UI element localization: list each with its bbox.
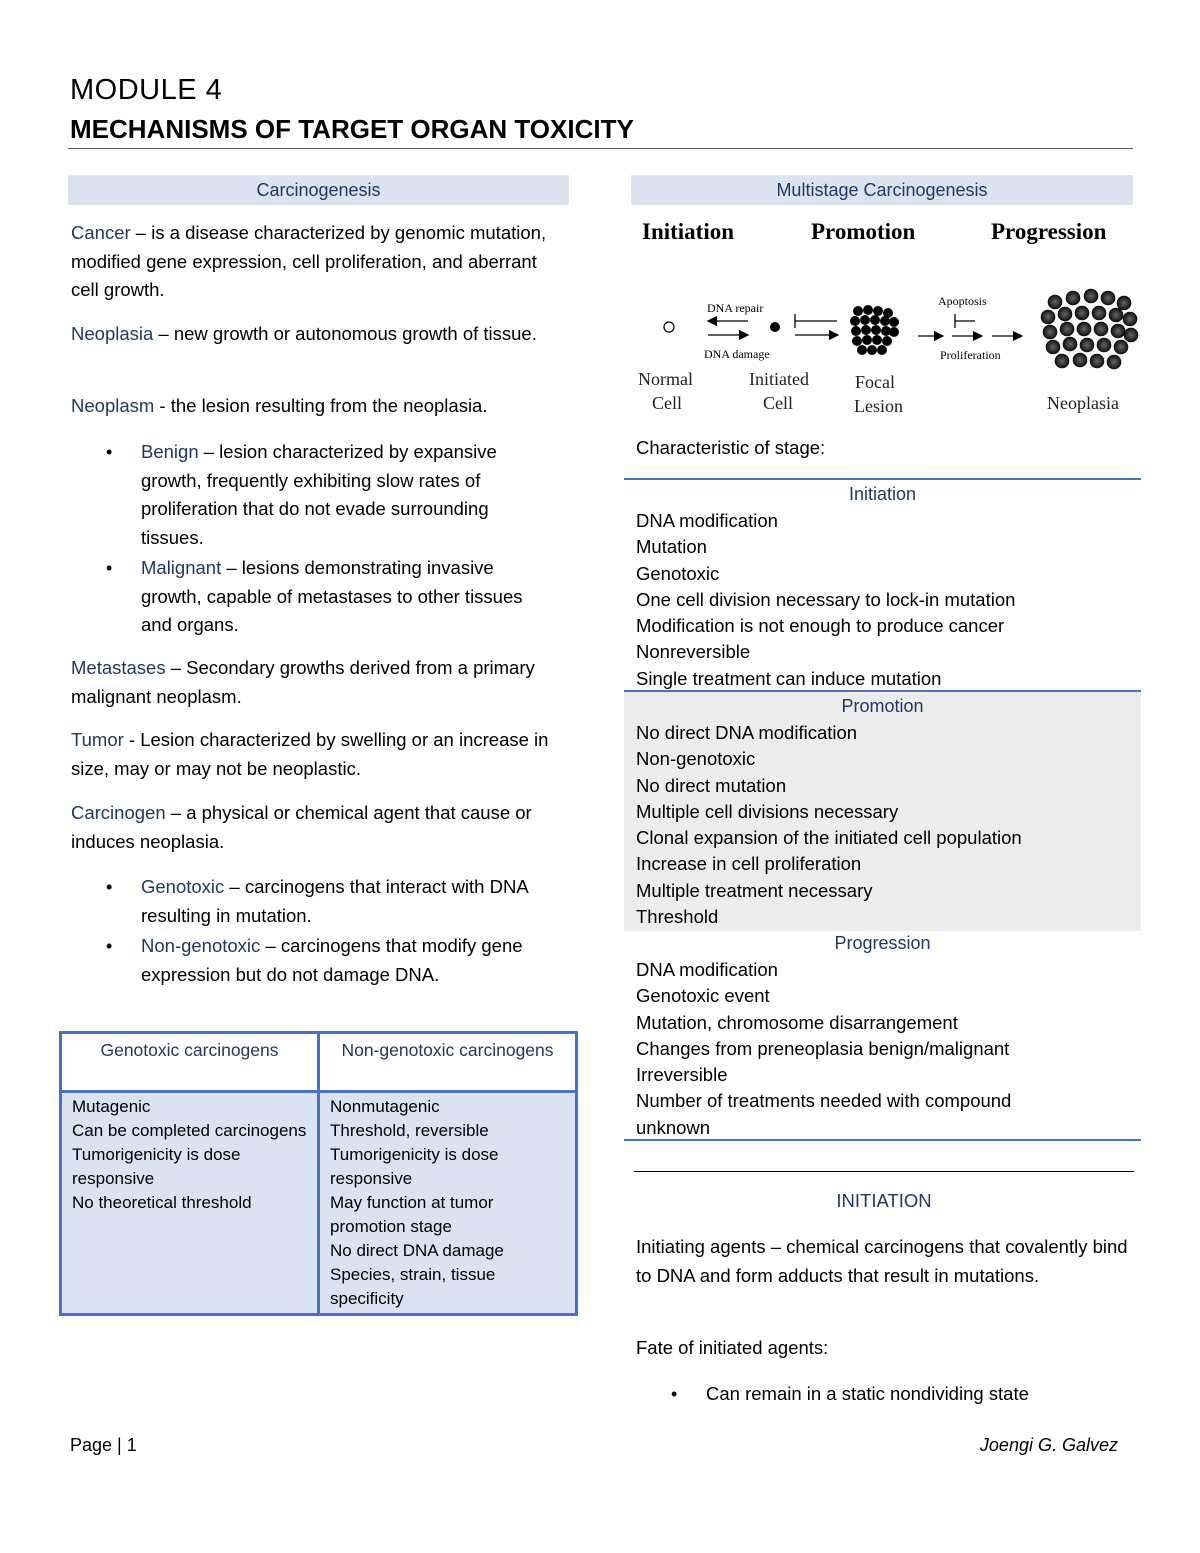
- dna-damage-label: DNA damage: [704, 347, 770, 361]
- list-item: Single treatment can induce mutation: [636, 667, 942, 689]
- proliferation-label: Proliferation: [940, 348, 1001, 362]
- list-item: Mutation: [636, 536, 707, 558]
- list-item: Multiple treatment necessary: [636, 879, 873, 901]
- def-benign: – lesion characterized by expansive growth, frequently exhibiting slow rates of proliferation that do not evade surrounding tissues.: [141, 441, 497, 548]
- def-genotoxic: – carcinogens that interact with DNA resulting in mutation.: [141, 876, 528, 926]
- table-item: Can be completed carcinogens: [72, 1121, 307, 1140]
- term-cancer: Cancer: [71, 222, 131, 243]
- tumor-definition: [71, 726, 551, 783]
- normal-cell-icon: [664, 322, 674, 332]
- neoplasm-types-list: [71, 438, 546, 640]
- table-item: Mutagenic: [72, 1097, 151, 1116]
- list-item: Genotoxic: [636, 562, 720, 584]
- page-title: MECHANISMS OF TARGET ORGAN TOXICITY: [70, 114, 634, 144]
- list-item: DNA modification: [636, 959, 778, 980]
- table-item: No direct DNA damage: [330, 1241, 504, 1260]
- initiation-title: Initiation: [848, 484, 917, 504]
- initiating-agents-definition: [636, 1233, 1134, 1290]
- def-tumor: - Lesion characterized by swelling or an increase in size, may or may not be neoplastic.: [71, 729, 549, 779]
- list-item: Modification is not enough to produce cancer: [636, 615, 1005, 637]
- term-metastases: Metastases: [71, 657, 166, 678]
- header-divider: [68, 148, 1133, 149]
- initiation-characteristics: [624, 478, 1141, 692]
- table-header-nongenotoxic: Non-genotoxic carcinogens: [319, 1033, 577, 1092]
- list-item: Number of treatments needed with compound: [636, 1090, 1012, 1112]
- def-carcinogen: – a physical or chemical agent that cause or induces neoplasia.: [71, 802, 532, 852]
- term-genotoxic: Genotoxic: [141, 876, 225, 897]
- list-item: One cell division necessary to lock-in mutation: [636, 588, 1016, 610]
- table-cell-genotoxic: [61, 1092, 319, 1315]
- stage-label-promotion: Promotion: [811, 219, 916, 244]
- initiated-cell-label-2: Cell: [763, 393, 793, 413]
- fate-list: [636, 1380, 1134, 1409]
- neoplasm-definition: [71, 392, 561, 421]
- table-item: Tumorigenicity is dose responsive: [72, 1145, 241, 1188]
- term-benign: Benign: [141, 441, 199, 462]
- def-neoplasia: – new growth or autonomous growth of tissue.: [153, 323, 537, 344]
- term-malignant: Malignant: [141, 557, 222, 578]
- focal-lesion-label-1: Focal: [855, 372, 895, 392]
- author-name: Joengi G. Galvez: [979, 1435, 1118, 1455]
- list-item: Nonreversible: [636, 641, 751, 663]
- term-initiating-agents: Initiating agents: [636, 1236, 766, 1257]
- initiation-section-heading: INITIATION: [836, 1190, 932, 1211]
- neoplasia-definition: [71, 320, 561, 349]
- promotion-characteristics: [624, 690, 1141, 931]
- neoplasia-label: Neoplasia: [1047, 393, 1119, 413]
- term-neoplasia: Neoplasia: [71, 323, 154, 344]
- list-item-malignant: [71, 554, 546, 640]
- focal-lesion-icon: [850, 305, 899, 355]
- table-item: Tumorigenicity is dose responsive: [330, 1145, 499, 1188]
- table-item: No theoretical threshold: [72, 1193, 252, 1212]
- list-item: Increase in cell proliferation: [636, 853, 862, 875]
- list-item: Threshold: [636, 906, 719, 928]
- carcinogen-types-list: [71, 873, 546, 989]
- table-header-genotoxic: Genotoxic carcinogens: [61, 1033, 319, 1092]
- initiated-cell-label-1: Initiated: [749, 369, 809, 389]
- def-malignant: – lesions demonstrating invasive growth, capable of metastases to other tissues and organs.: [141, 557, 523, 635]
- list-item: No direct DNA modification: [636, 722, 858, 743]
- stage-label-progression: Progression: [991, 219, 1107, 244]
- list-item: No direct mutation: [636, 774, 787, 796]
- list-item-nongenotoxic: [71, 932, 546, 989]
- list-item: DNA modification: [636, 510, 778, 531]
- list-item: Non-genotoxic: [636, 748, 756, 770]
- list-item: • Can remain in a static nondividing state: [636, 1380, 1134, 1409]
- fate-label: Fate of initiated agents:: [636, 1337, 829, 1358]
- def-metastases: – Secondary growths derived from a primary malignant neoplasm.: [71, 657, 535, 707]
- multistage-heading: Multistage Carcinogenesis: [631, 175, 1133, 205]
- normal-cell-label-1: Normal: [638, 369, 693, 389]
- promotion-title: Promotion: [841, 696, 924, 716]
- def-initiating-agents: – chemical carcinogens that covalently bind to DNA and form adducts that result in mutations.: [636, 1236, 1128, 1286]
- carcinogen-comparison-table: [59, 1031, 578, 1316]
- neoplasia-icon: [1041, 289, 1138, 369]
- list-item: Irreversible: [636, 1064, 728, 1086]
- metastases-definition: [71, 654, 551, 711]
- multistage-diagram: [630, 210, 1140, 430]
- list-item: Clonal expansion of the initiated cell population: [636, 827, 1022, 849]
- table-item: Threshold, reversible: [330, 1121, 489, 1140]
- def-cancer: – is a disease characterized by genomic mutation, modified gene expression, cell proliferation, and aberrant cell growth.: [71, 222, 547, 300]
- table-cell-nongenotoxic: [319, 1092, 577, 1315]
- term-carcinogen: Carcinogen: [71, 802, 166, 823]
- carcinogen-definition: [71, 799, 561, 856]
- focal-lesion-label-2: Lesion: [854, 396, 903, 416]
- module-number: MODULE 4: [70, 74, 223, 106]
- term-neoplasm: Neoplasm: [71, 395, 155, 416]
- list-item: Changes from preneoplasia benign/malignant: [636, 1037, 1010, 1059]
- apoptosis-label: Apoptosis: [938, 294, 987, 308]
- characteristic-of-stage-label: Characteristic of stage:: [636, 437, 826, 458]
- dna-repair-label: DNA repair: [707, 301, 764, 315]
- term-tumor: Tumor: [71, 729, 124, 750]
- def-neoplasm: - the lesion resulting from the neoplasia.: [154, 395, 488, 416]
- normal-cell-label-2: Cell: [652, 393, 682, 413]
- initiated-cell-icon: [770, 322, 780, 332]
- progression-title: Progression: [834, 933, 931, 953]
- stage-label-initiation: Initiation: [642, 219, 735, 244]
- list-item-genotoxic: [71, 873, 546, 930]
- table-item: Nonmutagenic: [330, 1097, 440, 1116]
- list-item: unknown: [636, 1116, 711, 1138]
- progression-characteristics: [624, 929, 1141, 1141]
- page-number: Page | 1: [70, 1435, 137, 1455]
- def-nongenotoxic: – carcinogens that modify gene expression but do not damage DNA.: [141, 935, 523, 985]
- table-item: Species, strain, tissue specificity: [330, 1265, 496, 1308]
- cancer-definition: [71, 219, 561, 305]
- list-item: Multiple cell divisions necessary: [636, 800, 899, 822]
- carcinogenesis-heading: Carcinogenesis: [68, 175, 569, 205]
- section-divider: [634, 1171, 1134, 1172]
- list-item: Genotoxic event: [636, 985, 770, 1007]
- list-item: Mutation, chromosome disarrangement: [636, 1011, 958, 1033]
- table-item: May function at tumor promotion stage: [330, 1193, 494, 1236]
- list-item-benign: [71, 438, 546, 552]
- multistage-diagram-svg: [630, 210, 1140, 430]
- term-nongenotoxic: Non-genotoxic: [141, 935, 261, 956]
